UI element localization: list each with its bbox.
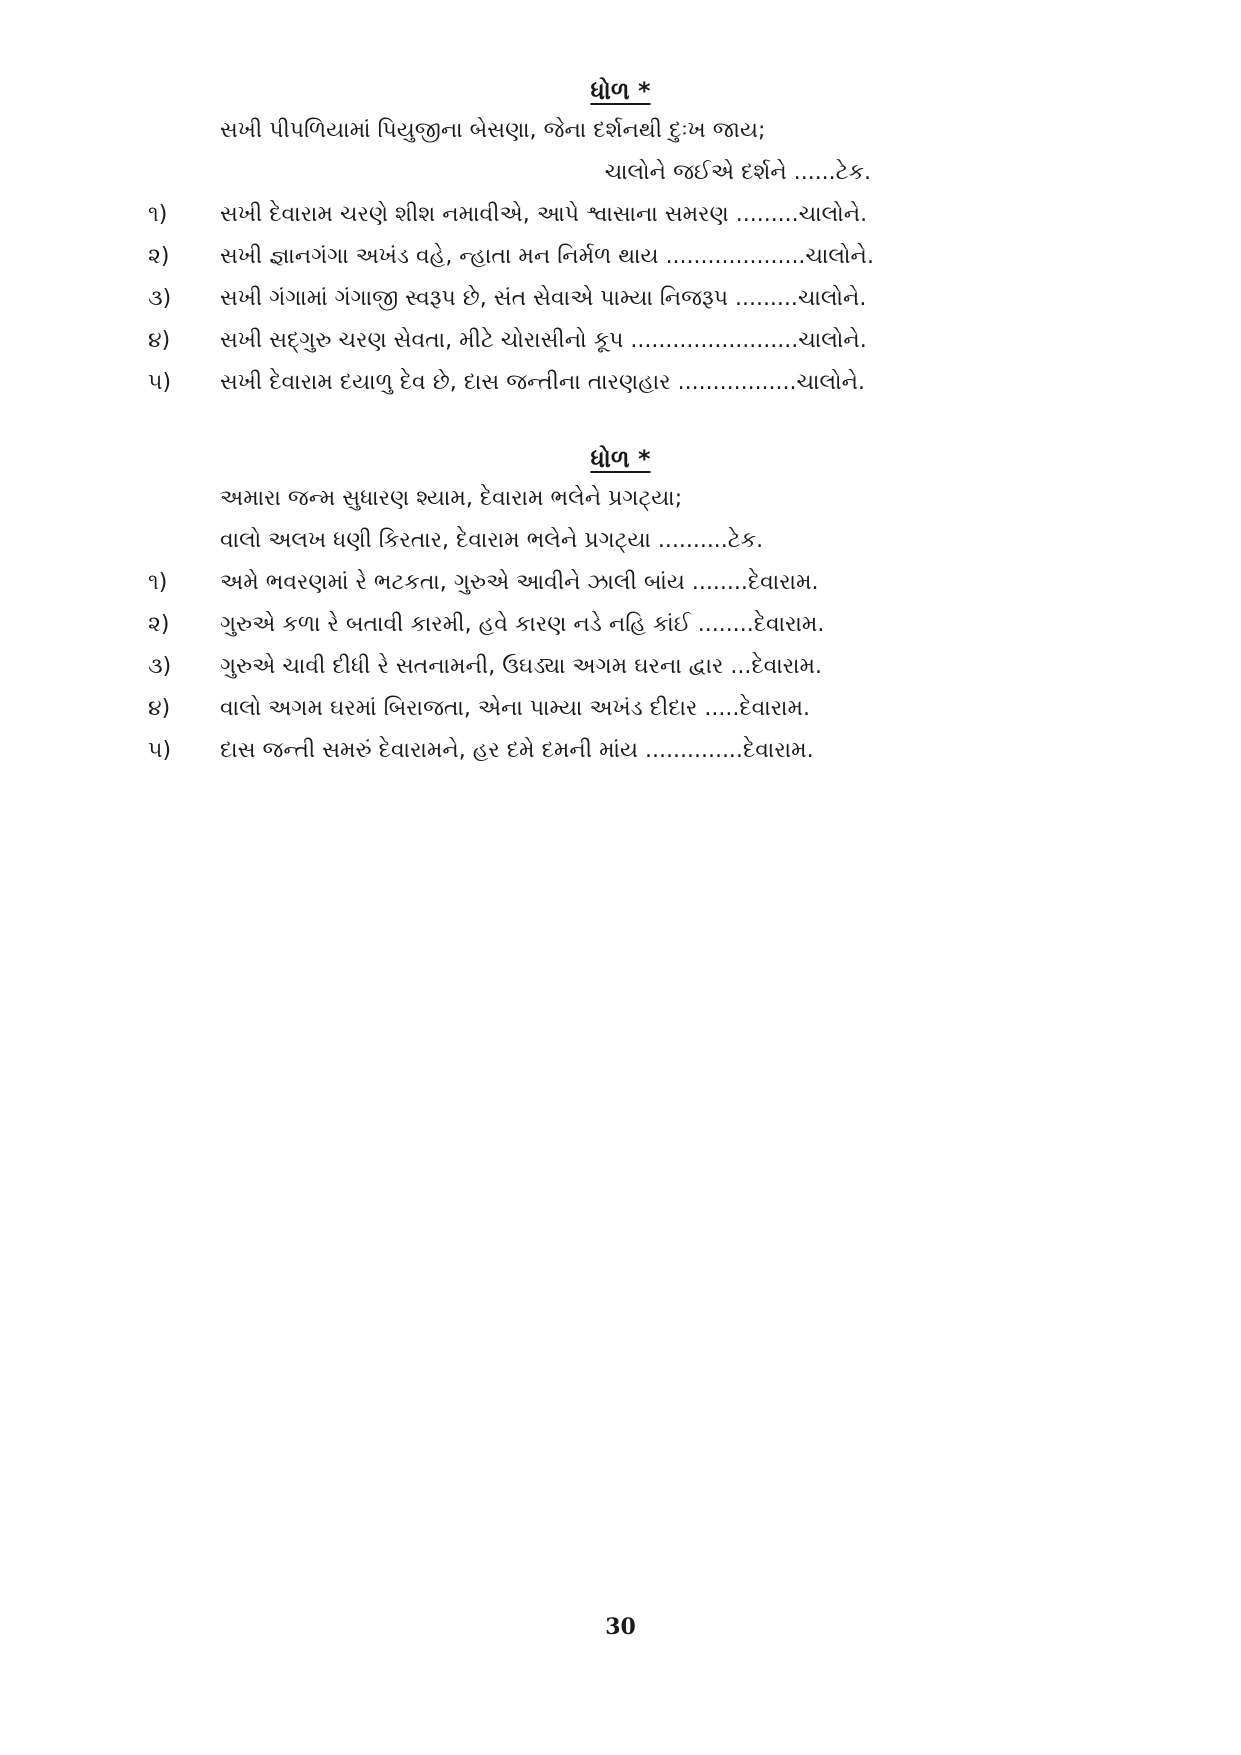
verse-number: ૩)	[148, 286, 172, 311]
section-1-title	[0, 75, 1241, 107]
section-2-title-text: ધોળ *	[590, 445, 651, 473]
page-number: 30	[605, 1614, 636, 1640]
verse-text: દાસ જન્તી સમરું દેવારામને, હર દમે દમની માંય ..............દેવારામ.	[220, 738, 814, 763]
verse-text: સખી દેવારામ દયાળુ દેવ છે, દાસ જન્તીના તારણહાર .................ચાલોને.	[220, 370, 866, 395]
verse-text: ગુરુએ કળા રે બતાવી કારમી, હવે કારણ નડે નહિ કાંઈ ........દેવારામ.	[220, 612, 825, 637]
verse-text: ગુરુએ ચાવી દીધી રે સતનામની, ઉઘડ્યા અગમ ઘરના દ્વાર ...દેવારામ.	[220, 654, 823, 679]
verse-number: ૨)	[148, 244, 170, 269]
verse-text: સખી ગંગામાં ગંગાજી સ્વરૂપ છે, સંત સેવાએ પામ્યા નિજરૂપ .........ચાલોને.	[220, 286, 867, 311]
verse-number: ૫)	[148, 738, 172, 763]
section-1-intro-line-2: ચાલોને જઈએ દર્શને ......ટેક.	[604, 160, 871, 185]
section-1-intro-line-1: સખી પીપળિયામાં પિયુજીના બેસણા, જેના દર્શનથી દુઃખ જાય;	[220, 118, 766, 143]
verse-number: ૩)	[148, 654, 172, 679]
section-1-title-text: ધોળ *	[590, 77, 651, 105]
section-2-intro-line-1: અમારા જન્મ સુધારણ શ્યામ, દેવારામ ભલેને પ્રગટ્યા;	[220, 486, 683, 511]
verse-number: ૧)	[148, 570, 168, 595]
verse-number: ૨)	[148, 612, 170, 637]
verse-text: વાલો અગમ ઘરમાં બિરાજતા, એના પામ્યા અખંડ દીદાર .....દેવારામ.	[220, 696, 811, 721]
verse-number: ૪)	[148, 696, 171, 721]
verse-number: ૪)	[148, 328, 171, 353]
verse-number: ૧)	[148, 202, 168, 227]
verse-text: સખી સદ્‌ગુરુ ચરણ સેવતા, મીટે ચોરાસીનો કૂપ ........................ચાલોને.	[220, 328, 867, 353]
section-2-intro-line-2: વાલો અલખ ધણી કિરતાર, દેવારામ ભલેને પ્રગટ્યા ..........ટેક.	[220, 528, 764, 553]
section-2-title	[0, 443, 1241, 475]
verse-text: સખી દેવારામ ચરણે શીશ નમાવીએ, આપે શ્વાસાના સમરણ .........ચાલોને.	[220, 202, 868, 227]
verse-number: ૫)	[148, 370, 172, 395]
verse-text: અમે ભવરણમાં રે ભટકતા, ગુરુએ આવીને ઝાલી બાંય ........દેવારામ.	[220, 570, 819, 595]
verse-text: સખી જ્ઞાનગંગા અખંડ વહે, ન્હાતા મન નિર્મળ થાય ....................ચાલોને.	[220, 244, 874, 269]
